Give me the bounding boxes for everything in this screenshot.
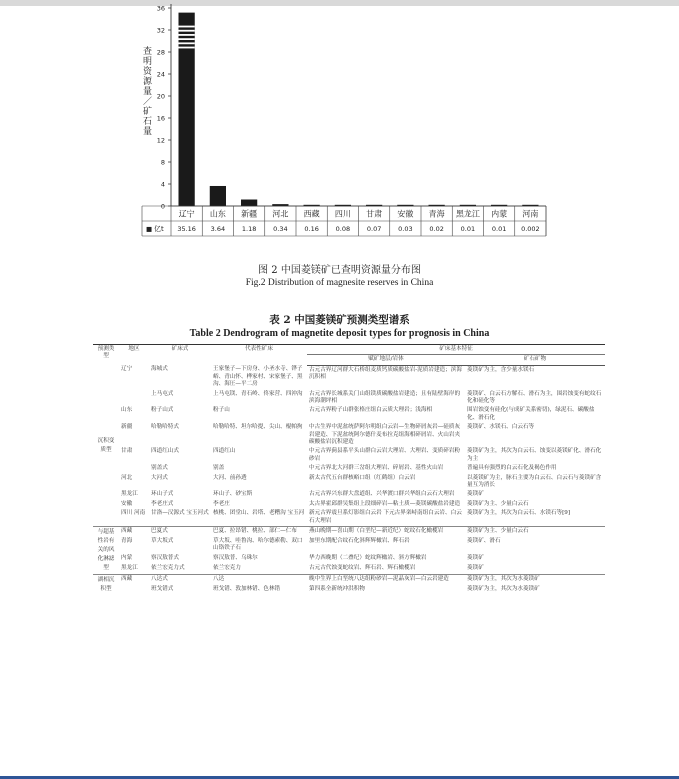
host-cell: 古元古代蚀变蛇纹岩、辉石岩、辉石橄榄岩 xyxy=(309,565,416,572)
mineral-cell: 菱镁矿为主、少量白云石 xyxy=(465,527,605,537)
deposit-cell: 察汉敖普、乌珠尔 xyxy=(213,555,258,562)
table-row xyxy=(93,500,605,509)
figure-caption-cn: 图 2 中国菱镁矿已查明资源量分布图 xyxy=(258,265,421,276)
style-cell: 八达式 xyxy=(149,575,211,586)
table-row xyxy=(93,490,605,499)
deposit-types-table xyxy=(93,344,605,595)
figure-caption-en: Fig.2 Distribution of magnesite reserves in China xyxy=(245,278,434,288)
data-label: 0.01 xyxy=(491,225,507,233)
bar xyxy=(210,186,226,206)
style-cell: 班戈错式 xyxy=(151,586,174,593)
data-label: 0.34 xyxy=(273,225,288,233)
area-cell: 内蒙 xyxy=(121,555,133,562)
x-tick-label: 黑龙江 xyxy=(455,209,480,219)
header-deposit: 代表性矿床 xyxy=(211,345,307,366)
deposit-cell: 核桃、团堂山、岩塔、老糟沟 宝玉河 xyxy=(213,510,305,517)
deposit-cell: 王家堡子—下房身、小圣水寺、铧子峪、青山怀、桦家村、宋家堡子、黑沟、海圧—平二房 xyxy=(213,366,303,388)
area-cell: 甘肃 xyxy=(121,448,133,455)
area-cell xyxy=(119,464,149,473)
mineral-cell: 菱镁矿 xyxy=(467,491,484,498)
style-cell: 上马屯式 xyxy=(151,390,174,397)
area-cell: 四川 河南 xyxy=(121,510,146,517)
deposit-cell: 四道红山 xyxy=(213,448,236,455)
table-row xyxy=(93,537,605,555)
deposit-cell: 粉子山 xyxy=(213,407,230,414)
style-cell: 大河式 xyxy=(151,474,168,481)
deposit-cell: 哈勒哈特、坦尔哈提、尖山、棍帕拘 xyxy=(213,424,303,431)
data-label: 3.64 xyxy=(210,225,226,233)
style-cell: 环山子式 xyxy=(151,491,174,498)
table-row xyxy=(93,575,605,586)
y-tick-label: 36 xyxy=(156,4,165,13)
style-cell: 四道红山式 xyxy=(151,448,179,455)
x-tick-label: 河北 xyxy=(272,209,289,219)
table-body xyxy=(93,365,605,595)
area-cell: 黑龙江 xyxy=(121,565,138,572)
table-row xyxy=(93,406,605,423)
y-tick-label: 16 xyxy=(156,114,165,123)
deposit-cell: 八达 xyxy=(211,575,307,586)
x-tick-label: 新疆 xyxy=(241,209,258,219)
area-cell: 黑龙江 xyxy=(121,491,138,498)
data-label: 35.16 xyxy=(177,225,196,233)
data-label: 0.16 xyxy=(304,225,319,233)
type-cell: 沉积变质型 xyxy=(97,437,115,453)
table-row xyxy=(93,447,605,464)
host-cell: 中古生界中泥盆统萨阿尔明组白云岩—生物碎屑灰岩—硅质灰岩建造、下泥盆统阿尔德什麦布拉克组海相碎屑岩、火山岩夹碳酸盐岩沉积建造 xyxy=(309,424,461,445)
table-row xyxy=(93,564,605,574)
style-cell: 哈勒哈特式 xyxy=(151,424,179,431)
bar-stripe xyxy=(179,47,195,49)
x-tick-label: 安徽 xyxy=(397,209,414,219)
deposit-cell: 大河、前孙透 xyxy=(213,474,247,481)
x-tick-label: 内蒙 xyxy=(491,209,508,219)
mineral-cell: 菱镁矿为主，其次为水菱镁矿 xyxy=(467,586,540,593)
bar-stripe xyxy=(179,42,195,44)
y-axis xyxy=(157,4,546,211)
y-tick-label: 8 xyxy=(160,158,165,167)
deposit-cell: 上马屯镁、青石岭、佟家营、四沖沟 xyxy=(213,390,303,397)
bar xyxy=(179,13,195,206)
table-row xyxy=(93,585,605,595)
bar-stripe xyxy=(179,34,195,36)
mineral-cell: 菱镁矿为主，含少量水镁石 xyxy=(467,366,535,373)
mineral-cell: 菱镁矿 xyxy=(467,555,484,562)
host-cell: 古元古界粉子山群张格庄组白云质大理岩；浅海相 xyxy=(309,407,433,414)
bar-stripe xyxy=(179,30,195,32)
header-host: 赋矿地层/岩体 xyxy=(307,355,465,365)
x-tick-label: 山东 xyxy=(209,209,226,219)
header-mineral: 矿石矿物 xyxy=(465,355,605,365)
style-cell: 依兰宏克力式 xyxy=(151,565,185,572)
data-label: 0.03 xyxy=(398,225,413,233)
area-cell: 西藏 xyxy=(119,527,149,537)
chart-data-table xyxy=(142,206,546,236)
host-cell: 晚中生界上白垩统八达组粉砂岩—泥晶灰岩—白云岩建造 xyxy=(307,575,465,586)
deposit-cell: 环山子、砂宝斯 xyxy=(213,491,253,498)
x-tick-label: 河南 xyxy=(522,209,539,219)
host-cell: 华力西晚期（二叠纪）蛇纹辉橄岩、斜方辉橄岩 xyxy=(309,555,427,562)
table-title-en: Table 2 Dendrogram of magnetite deposit types for prognosis in China xyxy=(189,328,490,339)
style-cell: 李老庄式 xyxy=(151,500,174,507)
bar-stripe xyxy=(179,26,195,28)
host-cell: 加里东期配合纹石化斜辉辉橄岩、辉石岩 xyxy=(309,537,410,544)
bar xyxy=(241,200,257,206)
area-cell: 西藏 xyxy=(119,575,149,586)
area-cell: 新疆 xyxy=(121,424,133,431)
data-label: 0.08 xyxy=(335,225,351,233)
y-tick-label: 0 xyxy=(160,202,165,211)
x-tick-label: 甘肃 xyxy=(366,209,383,219)
deposit-cell: 依兰宏克力 xyxy=(213,565,241,572)
style-cell: 粉子山式 xyxy=(151,407,174,414)
y-tick-label: 28 xyxy=(156,48,165,57)
mineral-cell: 菱镁矿、白云石方解石、滑石为主，围岩蚀变有蛇纹石化和硅化等 xyxy=(467,390,602,404)
data-label: 0.01 xyxy=(460,225,476,233)
table-row xyxy=(93,527,605,537)
host-cell: 第四系全新统冲洪积物 xyxy=(309,586,365,593)
host-cell: 太古界霍邱群吴集组上段细碎岩—粘土质—菱镁碳酸盐岩建造 xyxy=(309,500,461,507)
table-row xyxy=(93,554,605,564)
host-cell: 中元古界北大河群三岔组大理岩、碎屑岩、基性火山岩 xyxy=(309,465,444,472)
type-cell: 与超基性岩有关的风化淋滤型 xyxy=(93,527,119,575)
legend-marker: ■ xyxy=(146,225,153,233)
chart-bars xyxy=(179,13,539,206)
x-tick-label: 青海 xyxy=(428,209,445,219)
table-row xyxy=(93,423,605,447)
bar-stripe xyxy=(179,38,195,40)
deposit-cell: 班戈错、敦加林错、色林错 xyxy=(213,586,281,593)
table-row xyxy=(93,390,605,407)
table-title-cn: 表 2 中国菱镁矿预测类型谱系 xyxy=(269,314,410,326)
host-cell: 新太古代五台群核峪口组（红鹤组）白云岩 xyxy=(309,474,416,481)
data-label: 0.02 xyxy=(429,225,444,233)
area-cell: 河北 xyxy=(121,474,133,481)
y-tick-label: 32 xyxy=(156,26,165,35)
host-cell: 古元古界长城系关门山组镁质碳酸盐岩建造；且有陆壁海岸的滨海潮坪相 xyxy=(309,390,461,404)
type-cell: 湖相沉积型 xyxy=(93,575,119,596)
header-features: 矿床基本特征 xyxy=(307,345,605,355)
data-label: 0.07 xyxy=(366,225,382,233)
host-cell: 新元古界震旦系灯影组白云岩 下元古界栾峙南组白云岩、白云石大理岩 xyxy=(309,510,462,524)
area-cell: 安徽 xyxy=(121,500,133,507)
table-row xyxy=(93,365,605,389)
deposit-cell: 别盖 xyxy=(213,465,225,472)
table-row xyxy=(93,509,605,526)
legend-series-name: 亿t xyxy=(154,225,164,233)
style-cell: 海城式 xyxy=(151,366,168,373)
style-cell: 甘洛—汉源式 宝玉河式 xyxy=(151,510,209,517)
area-cell: 山东 xyxy=(121,407,133,414)
table-row xyxy=(93,474,605,491)
y-tick-label: 12 xyxy=(156,136,165,145)
header-area: 地区 xyxy=(119,345,149,366)
mineral-cell: 菱镁矿为主，其次为白云石、水镁石等[9] xyxy=(467,510,571,517)
y-tick-label: 24 xyxy=(156,70,165,79)
style-cell: 察汉敖普式 xyxy=(151,555,179,562)
table-row xyxy=(93,464,605,473)
style-cell: 巴夏式 xyxy=(149,527,211,537)
area-cell xyxy=(119,390,149,407)
host-cell: 古元古界兴东群大盘道组、兴华渡口群兴华组白云石大理岩 xyxy=(309,491,455,498)
mineral-cell: 围岩蚀变有硅化(与成矿关系密切)，绿泥石、碳酸盐化、滑石化 xyxy=(467,407,595,421)
data-label: 0.002 xyxy=(521,225,540,233)
area-cell: 青海 xyxy=(121,537,133,544)
mineral-cell: 菱镁矿为主，其次为白云石、蚀变以菱镁矿化、滑石化为主 xyxy=(467,448,602,462)
area-cell xyxy=(119,585,149,595)
header-style: 矿床式 xyxy=(149,345,211,366)
x-tick-label: 四川 xyxy=(334,209,351,219)
header-type: 预测类型 xyxy=(93,345,119,366)
x-tick-label: 西藏 xyxy=(303,209,320,219)
y-axis-label: 查明资源量／矿石量 xyxy=(141,46,151,136)
style-cell: 草大坂式 xyxy=(151,537,174,544)
mineral-cell: 以菱镁矿为主，脉石主要为白云石、白云石与菱镁矿含量互为消长 xyxy=(467,474,602,488)
reserves-bar-chart xyxy=(0,0,679,245)
data-label: 1.18 xyxy=(241,225,257,233)
deposit-cell: 草大坂、哇鲁沟、哈尔德索勒、双口山铬铁子石 xyxy=(213,537,303,552)
deposit-cell: 李老庄 xyxy=(213,500,230,507)
host-cell: 中元古界蓟县系平头山群白云岩大理岩、大理岩、变质碎岩粉砂岩 xyxy=(309,448,461,462)
mineral-cell: 菱镁矿、水镁石、白云石等 xyxy=(467,424,535,431)
mineral-cell: 菱镁矿为主，其次为水菱镁矿 xyxy=(465,575,605,586)
mineral-cell: 菱镁矿 xyxy=(467,565,484,572)
style-cell: 别盖式 xyxy=(151,465,168,472)
y-tick-label: 20 xyxy=(156,92,165,101)
host-cell: 古元古界辽河群大石桥组麦质钙质碳酸盐岩-泥质岩建造；滨海沉积相 xyxy=(309,366,462,381)
area-cell: 辽宁 xyxy=(121,366,133,373)
y-tick-label: 4 xyxy=(160,180,165,189)
x-tick-label: 辽宁 xyxy=(178,209,195,219)
mineral-cell: 普遍具有强烈的白云石化及褐色作用 xyxy=(467,465,557,472)
mineral-cell: 菱镁矿、滑石 xyxy=(467,537,501,544)
mineral-cell: 菱镁矿为主、少量白云石 xyxy=(467,500,529,507)
deposit-cell: 巴夏、拉昂错、桃拉、部仁—仁布 xyxy=(211,527,307,537)
host-cell: 燕山晚期—喜山期（白垩纪—新近纪）蛇纹石化橄榄岩 xyxy=(307,527,465,537)
